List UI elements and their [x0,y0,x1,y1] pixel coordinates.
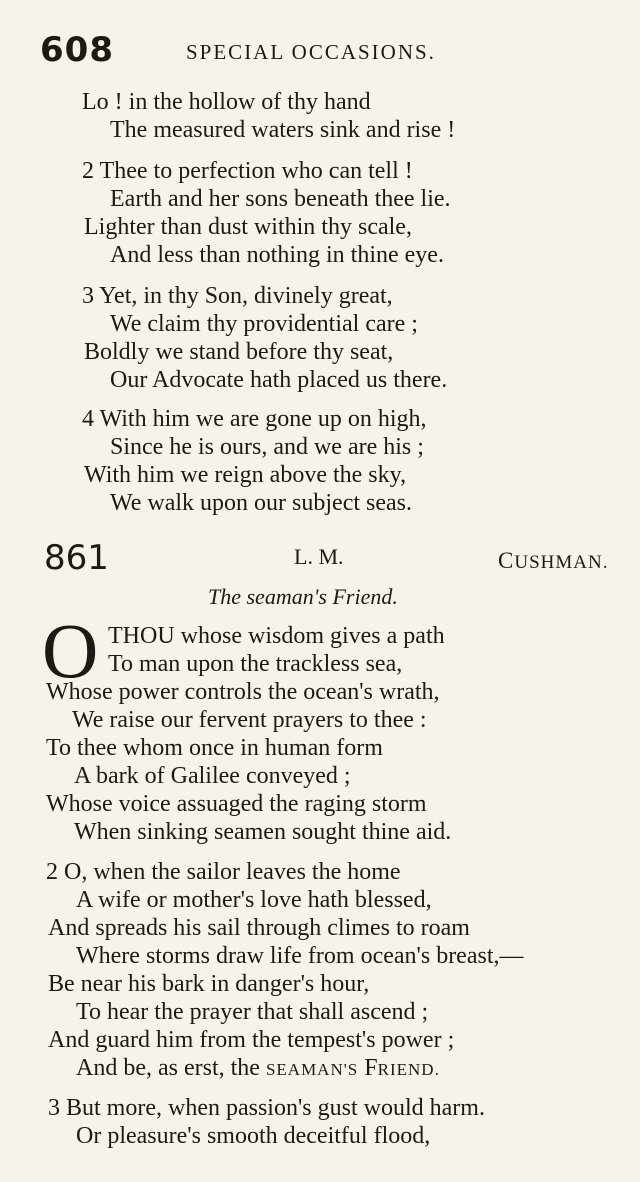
verse-line: And guard him from the tempest's power ; [48,1027,455,1053]
tune-name [498,548,608,574]
verse-line: Lo ! in the hollow of thy hand [82,89,371,115]
verse-line: The measured waters sink and rise ! [110,117,456,143]
verse-line: To thee whom once in human form [46,735,383,761]
verse-line: Earth and her sons beneath thee lie. [110,186,451,212]
verse-line: Since he is ours, and we are his ; [110,434,424,460]
verse-line: To man upon the trackless sea, [108,651,403,677]
verse-line: Where storms draw life from ocean's breast,— [76,943,524,969]
verse-line: 4 With him we are gone up on high, [82,406,427,432]
hymn-number: 861 [44,538,109,578]
verse-line: Be near his bark in danger's hour, [48,971,370,997]
drop-cap: O [42,607,99,694]
verse-line: And less than nothing in thine eye. [110,242,444,268]
verse-line: 3 But more, when passion's gust would harm. [48,1095,485,1121]
verse-line: THOU whose wisdom gives a path [108,623,445,649]
small-caps-seaman: SEAMAN'S [265,1060,359,1079]
verse-line: Or pleasure's smooth deceitful flood, [76,1123,431,1149]
verse-line: And spreads his sail through climes to roam [48,915,470,941]
verse-line: We raise our fervent prayers to thee : [72,707,427,733]
verse-line: We claim thy providential care ; [110,311,418,337]
verse-line: With him we reign above the sky, [84,462,407,488]
verse-line: 2 O, when the sailor leaves the home [46,859,401,885]
verse-line: To hear the prayer that shall ascend ; [76,999,429,1025]
verse-line: Lighter than dust within thy scale, [84,214,412,240]
verse-line: Whose power controls the ocean's wrath, [46,679,440,705]
page-header [40,30,600,70]
hymn-meter: L. M. [294,544,344,569]
small-caps-friend: RIEND. [377,1060,440,1079]
running-head: SPECIAL OCCASIONS. [186,40,436,64]
verse-line [76,1054,440,1084]
verse-line: 3 Yet, in thy Son, divinely great, [82,283,393,309]
verse-line-text: And be, as erst, the [76,1055,266,1081]
verse-line: Whose voice assuaged the raging storm [46,791,427,817]
verse-line: Boldly we stand before thy seat, [84,339,394,365]
verse-line: A wife or mother's love hath blessed, [76,887,432,913]
small-caps-initial: F [364,1055,378,1081]
tune-rest: USHMAN. [514,552,609,573]
verse-line: 2 Thee to perfection who can tell ! [82,158,413,184]
verse-line: A bark of Galilee conveyed ; [74,763,351,789]
hymn-subtitle: The seaman's Friend. [208,584,398,609]
verse-line: When sinking seamen sought thine aid. [74,819,452,845]
verse-line: We walk upon our subject seas. [110,490,412,516]
tune-initial: C [498,548,515,573]
verse-line: Our Advocate hath placed us there. [110,367,448,393]
page-number: 608 [40,30,114,70]
